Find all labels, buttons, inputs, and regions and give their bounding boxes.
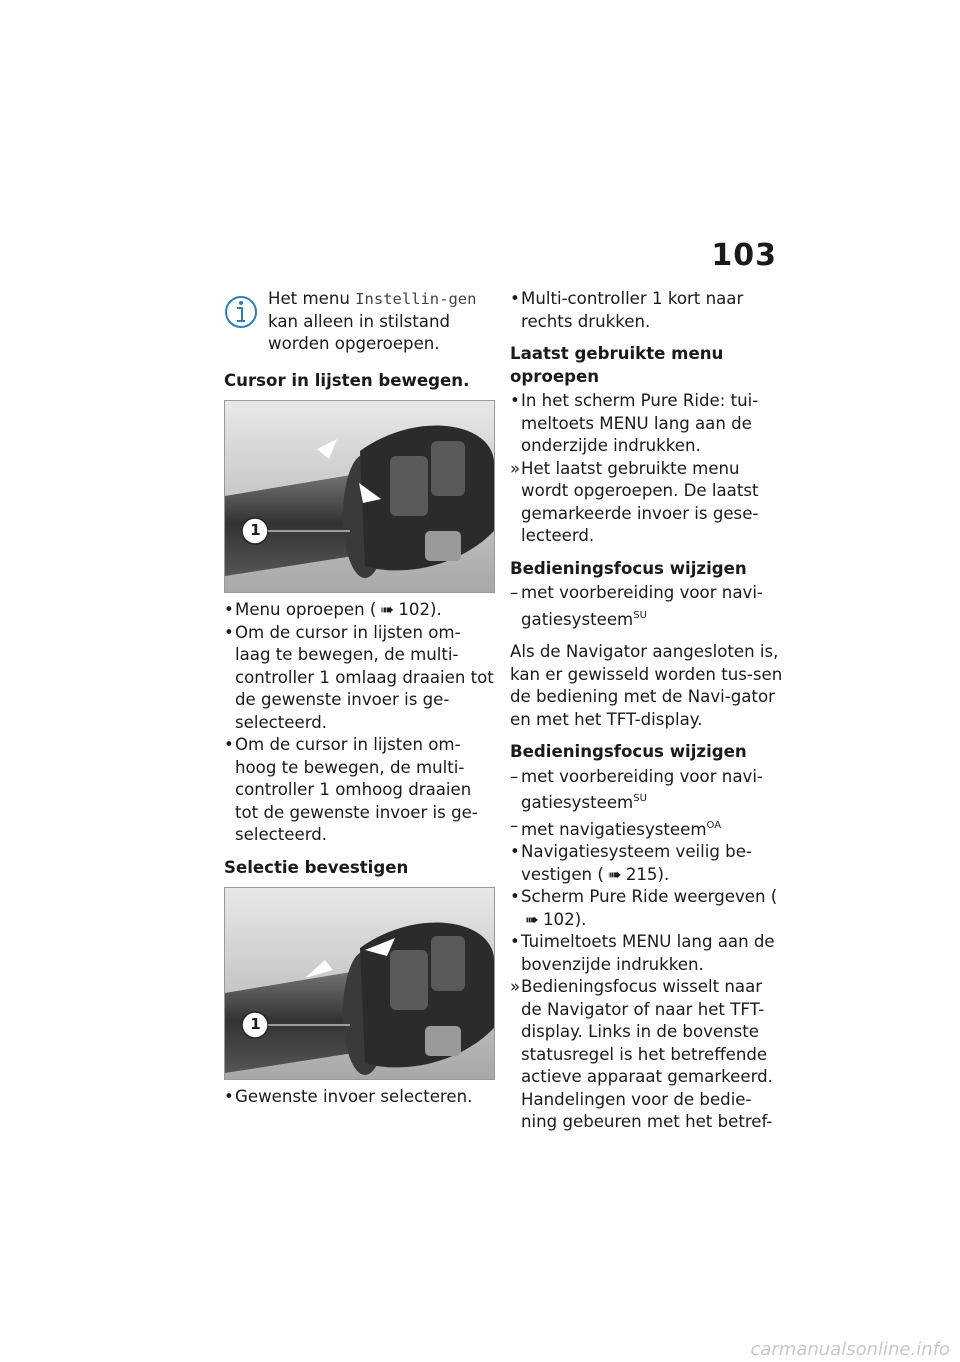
callout-1-second: 1 (250, 1015, 261, 1033)
bullet-menu-open: • Menu oproepen ( ➠ 102). (224, 599, 494, 622)
heading-select: Selectie bevestigen (224, 857, 409, 877)
page-ref-arrow-icon: ➠ (607, 864, 622, 884)
bullet-cursor-up: • Om de cursor in lijsten om-hoog te bewegen, de multi-controller 1 omhoog draaien tot de gewenste invoer is ge-selecteerd. (224, 735, 478, 844)
figure-handlebar-rotate (224, 400, 495, 593)
bullet-confirm-nav: • Navigatiesysteem veilig be-vestigen ( ➠ 215). (510, 841, 785, 886)
right-column (510, 288, 785, 1134)
page-ref-arrow-icon: ➠ (380, 600, 395, 619)
menu-name-settings: Instellin-gen (355, 290, 477, 308)
heading-last-used: Laatst gebruikte menu oproepen (510, 344, 724, 386)
info-note (224, 288, 494, 356)
result-last-used: » Het laatst gebruikte menu wordt opgeroepen. De laatst gemarkeerde invoer is gese-lecteerd. (510, 458, 759, 545)
note-text: Het menu Instellin-gen kan alleen in stilstand worden opgeroepen. (268, 289, 477, 353)
bullet-show-pure-ride: • Scherm Pure Ride weergeven (➠ 102). (510, 886, 785, 931)
heading-focus-1: Bedieningsfocus wijzigen (510, 558, 747, 578)
figure-handlebar-push (224, 887, 495, 1080)
bullet-multi-right: • Multi-controller 1 kort naar rechts drukken. (510, 289, 744, 331)
info-icon (224, 294, 258, 334)
heading-cursor: Cursor in lijsten bewegen. (224, 370, 470, 390)
dash-nav-prep-1: – met voorbereiding voor navi-gatiesysteem$^{SU}$ (510, 583, 763, 629)
left-column (224, 288, 494, 1109)
bullet-press-menu: • Tuimeltoets MENU lang aan de bovenzijde indrukken. (510, 932, 775, 974)
dash-nav-prep-2: – met voorbereiding voor navi-gatiesysteem$^{SU}$ (510, 766, 763, 812)
callout-1: 1 (250, 521, 261, 539)
page-number: 103 (711, 238, 777, 273)
para-navigator: Als de Navigator aangesloten is, kan er gewisseld worden tus-sen de bediening met de Navi-gator en met het TFT-display. (510, 642, 783, 729)
bullet-select-entry: • Gewenste invoer selecteren. (224, 1087, 473, 1106)
dash-nav-system: – met navigatiesysteem$^{OA}$ (510, 815, 722, 839)
handlebar-control-image (225, 401, 494, 592)
handlebar-control-image-2 (225, 888, 494, 1079)
result-focus-switch: » Bedieningsfocus wisselt naar de Navigator of naar het TFT-display. Links in de bovenste statusregel is het betreffende actieve apparaat gemarkeerd. Handelingen voor de bedie-ning gebeuren met het betref- (510, 977, 773, 1131)
heading-focus-2: Bedieningsfocus wijzigen (510, 742, 747, 761)
page-ref-arrow-icon: ➠ (525, 909, 539, 929)
bullet-last-used: • In het scherm Pure Ride: tui-meltoets MENU lang aan de onderzijde indrukken. (510, 391, 759, 455)
bullet-cursor-down: • Om de cursor in lijsten om-laag te bewegen, de multi-controller 1 omlaag draaien tot de gewenste invoer is ge-selecteerd. (224, 622, 494, 732)
watermark-footer: carmanualsonline.info (750, 1339, 950, 1360)
